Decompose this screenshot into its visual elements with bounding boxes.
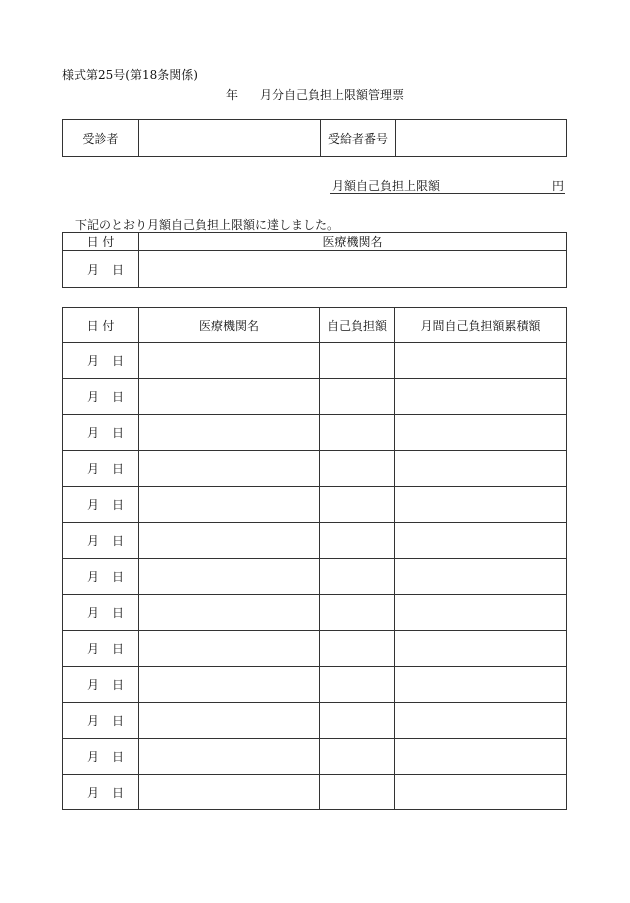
entry-institution-cell[interactable] [139, 523, 320, 559]
patient-name-cell[interactable] [139, 120, 321, 157]
title-year: 年 [226, 88, 239, 102]
entry-date-cell[interactable] [63, 739, 139, 775]
entry-institution-cell[interactable] [139, 595, 320, 631]
entry-institution-cell[interactable] [139, 379, 320, 415]
table-row [63, 343, 567, 379]
entry-institution-cell[interactable] [139, 739, 320, 775]
reached-institution-header: 医療機関名 [139, 233, 567, 251]
entry-copay-cell[interactable] [320, 595, 395, 631]
day-label: 日 [111, 498, 124, 512]
table-row [63, 595, 567, 631]
day-label: 日 [111, 714, 124, 728]
entry-copay-cell[interactable] [320, 415, 395, 451]
patient-table [62, 119, 567, 157]
entry-date-cell[interactable] [63, 523, 139, 559]
entry-cumulative-cell[interactable] [395, 379, 567, 415]
table-row [63, 487, 567, 523]
reached-notice: 下記のとおり月額自己負担上限額に達しました。 [75, 218, 340, 232]
month-label: 月 [87, 462, 100, 476]
reached-institution-cell[interactable] [139, 251, 567, 288]
monthly-limit-line[interactable] [330, 177, 565, 194]
date-header: 日 付 [63, 308, 139, 343]
month-label: 月 [87, 642, 100, 656]
entry-copay-cell[interactable] [320, 451, 395, 487]
entry-copay-cell[interactable] [320, 379, 395, 415]
month-label: 月 [87, 785, 100, 800]
day-label: 日 [111, 390, 124, 404]
day-label: 日 [111, 262, 124, 277]
entry-copay-cell[interactable] [320, 559, 395, 595]
entry-copay-cell[interactable] [320, 631, 395, 667]
entry-institution-cell[interactable] [139, 703, 320, 739]
form-number: 様式第25号(第18条関係) [62, 68, 198, 82]
table-row [63, 703, 567, 739]
month-label: 月 [87, 498, 100, 512]
entry-cumulative-cell[interactable] [395, 775, 567, 810]
entry-date-cell[interactable] [63, 595, 139, 631]
reached-table [62, 232, 567, 288]
entry-date-cell[interactable] [63, 487, 139, 523]
entry-cumulative-cell[interactable] [395, 559, 567, 595]
day-label: 日 [111, 570, 124, 584]
table-row [63, 523, 567, 559]
day-label: 日 [111, 462, 124, 476]
day-label: 日 [111, 642, 124, 656]
entry-date-cell[interactable] [63, 451, 139, 487]
entry-institution-cell[interactable] [139, 343, 320, 379]
entry-date-cell[interactable] [63, 415, 139, 451]
entry-institution-cell[interactable] [139, 559, 320, 595]
institution-header: 医療機関名 [139, 308, 320, 343]
table-row [63, 559, 567, 595]
monthly-limit-unit: 円 [551, 179, 564, 193]
copay-header: 自己負担額 [320, 308, 395, 343]
month-label: 月 [87, 714, 100, 728]
entry-date-cell[interactable] [63, 631, 139, 667]
month-label: 月 [87, 606, 100, 620]
entry-institution-cell[interactable] [139, 451, 320, 487]
table-row [63, 415, 567, 451]
month-label: 月 [87, 426, 100, 440]
recipient-number-cell[interactable] [396, 120, 567, 157]
entry-copay-cell[interactable] [320, 667, 395, 703]
entry-cumulative-cell[interactable] [395, 487, 567, 523]
table-row [63, 775, 567, 810]
entry-cumulative-cell[interactable] [395, 703, 567, 739]
table-row [63, 631, 567, 667]
month-label: 月 [87, 570, 100, 584]
reached-date-cell[interactable] [63, 251, 139, 288]
form-title [226, 86, 404, 103]
entry-copay-cell[interactable] [320, 343, 395, 379]
entry-date-cell[interactable] [63, 667, 139, 703]
entry-copay-cell[interactable] [320, 703, 395, 739]
entry-copay-cell[interactable] [320, 739, 395, 775]
entry-date-cell[interactable] [63, 343, 139, 379]
entry-institution-cell[interactable] [139, 487, 320, 523]
entry-cumulative-cell[interactable] [395, 739, 567, 775]
entry-date-cell[interactable] [63, 559, 139, 595]
day-label: 日 [111, 750, 124, 764]
month-label: 月 [87, 534, 100, 548]
recipient-number-label: 受給者番号 [321, 120, 396, 157]
title-text: 月分自己負担上限額管理票 [260, 88, 405, 102]
table-row [63, 451, 567, 487]
table-row [63, 739, 567, 775]
entry-cumulative-cell[interactable] [395, 667, 567, 703]
reached-date-header: 日 付 [63, 233, 139, 251]
entry-institution-cell[interactable] [139, 667, 320, 703]
entry-copay-cell[interactable] [320, 487, 395, 523]
entry-copay-cell[interactable] [320, 775, 395, 810]
entry-date-cell[interactable] [63, 703, 139, 739]
month-label: 月 [87, 262, 100, 277]
main-table [62, 307, 567, 810]
entry-cumulative-cell[interactable] [395, 595, 567, 631]
day-label: 日 [111, 534, 124, 548]
entry-institution-cell[interactable] [139, 631, 320, 667]
day-label: 日 [111, 678, 124, 692]
day-label: 日 [111, 426, 124, 440]
entry-cumulative-cell[interactable] [395, 451, 567, 487]
entry-copay-cell[interactable] [320, 523, 395, 559]
cumulative-header: 月間自己負担額累積額 [395, 308, 567, 343]
day-label: 日 [111, 606, 124, 620]
table-row [63, 379, 567, 415]
entry-institution-cell[interactable] [139, 775, 320, 810]
day-label: 日 [111, 785, 124, 800]
month-label: 月 [87, 750, 100, 764]
day-label: 日 [111, 354, 124, 368]
month-label: 月 [87, 390, 100, 404]
monthly-limit-label: 月額自己負担上限額 [332, 179, 441, 193]
entry-date-cell[interactable] [63, 775, 139, 810]
entry-cumulative-cell[interactable] [395, 523, 567, 559]
month-label: 月 [87, 678, 100, 692]
table-row [63, 667, 567, 703]
entry-date-cell[interactable] [63, 379, 139, 415]
entry-cumulative-cell[interactable] [395, 631, 567, 667]
month-label: 月 [87, 354, 100, 368]
entry-institution-cell[interactable] [139, 415, 320, 451]
patient-label: 受診者 [63, 120, 139, 157]
entry-cumulative-cell[interactable] [395, 343, 567, 379]
entry-cumulative-cell[interactable] [395, 415, 567, 451]
